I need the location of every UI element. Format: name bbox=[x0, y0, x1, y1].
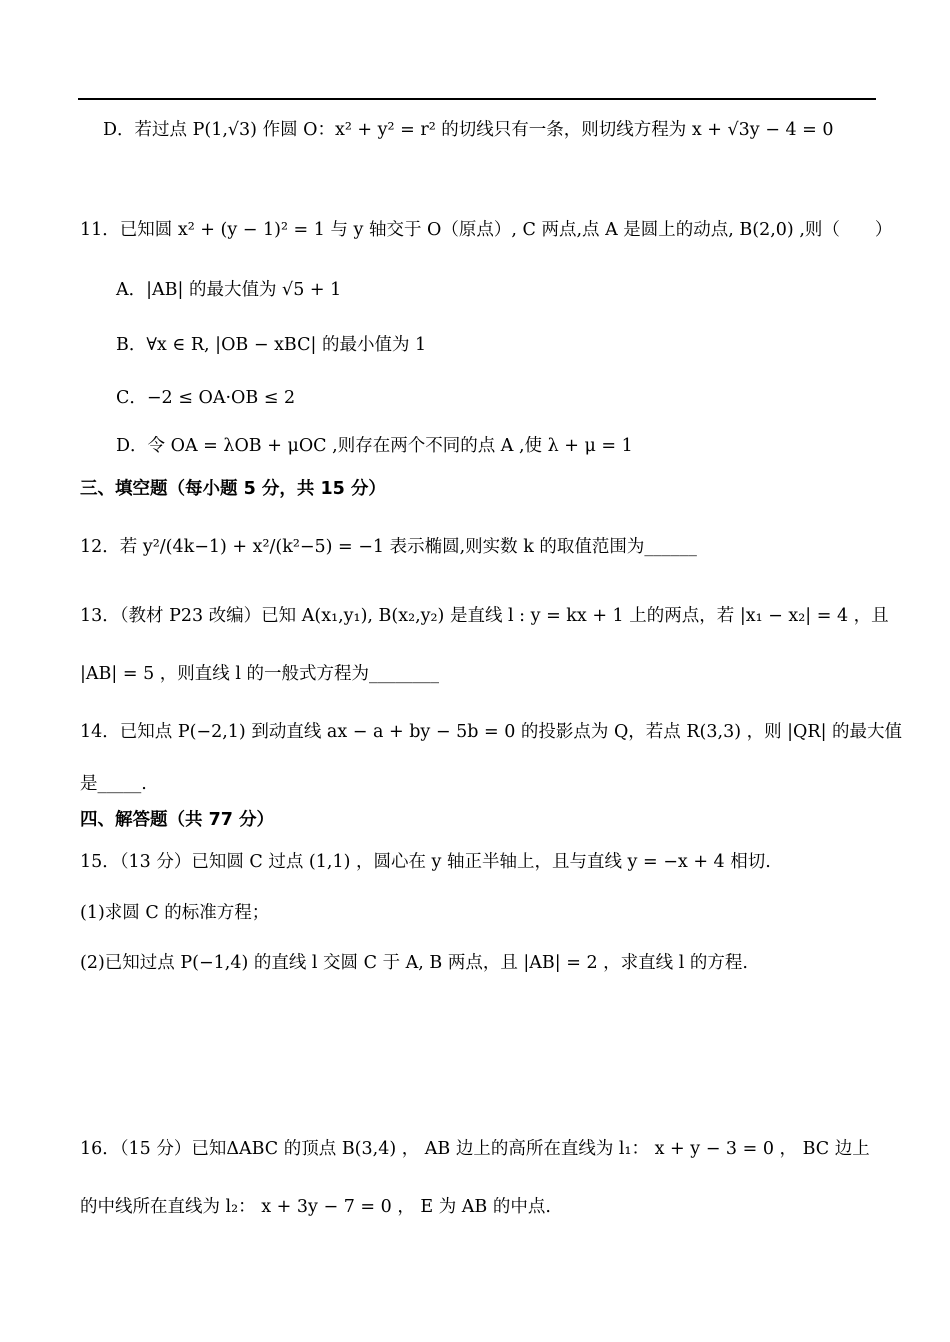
q13-line-1 bbox=[80, 604, 889, 628]
q15-part-2-text: (2)已知过点 P(−1,4) 的直线 l 交圆 C 于 A, B 两点，且 |AB| = 2 ，求直线 l 的方程. bbox=[80, 953, 748, 973]
q13-line-2-text: |AB| = 5 ，则直线 l 的一般式方程为________ bbox=[80, 664, 439, 684]
q11-option-d bbox=[116, 434, 633, 458]
q15-part-1-text: (1)求圆 C 的标准方程； bbox=[80, 903, 270, 923]
q11-option-c bbox=[116, 386, 295, 410]
q13-line-1-text: 13．（教材 P23 改编）已知 A(x₁,y₁), B(x₂,y₂) 是直线 l : y = kx + 1 上的两点，若 |x₁ − x₂| = 4 ，且 bbox=[80, 606, 889, 626]
q14-line-1-text: 14．已知点 P(−2,1) 到动直线 ax − a + by − 5b = 0 的投影点为 Q，若点 R(3,3) ，则 |QR| 的最大值 bbox=[80, 722, 903, 742]
q16-line-1 bbox=[80, 1137, 870, 1161]
q11-option-b-text: B．∀x ∈ R, |OB − xBC| 的最小值为 1 bbox=[116, 335, 427, 355]
q14-line-2 bbox=[80, 772, 147, 796]
q11-option-c-text: C．−2 ≤ OA·OB ≤ 2 bbox=[116, 388, 296, 408]
q12-text: 12．若 y²/(4k−1) + x²/(k²−5) = −1 表示椭圆,则实数 k 的取值范围为______ bbox=[80, 537, 697, 557]
q16-line-2 bbox=[80, 1195, 551, 1219]
q11-option-a bbox=[116, 278, 341, 302]
q12-line bbox=[80, 535, 697, 559]
q11-option-d-text: D．令 OA = λOB + μOC ,则存在两个不同的点 A ,使 λ + μ = 1 bbox=[116, 436, 633, 456]
q15-part-1 bbox=[80, 901, 269, 925]
q14-line-2-text: 是_____. bbox=[80, 774, 147, 794]
q16-line-2-text: 的中线所在直线为 l₂： x + 3y − 7 = 0 ， E 为 AB 的中点. bbox=[80, 1197, 551, 1217]
q11-stem bbox=[80, 218, 892, 242]
q13-line-2 bbox=[80, 662, 439, 686]
q14-line-1 bbox=[80, 720, 902, 744]
q16-line-1-text: 16．（15 分）已知ΔABC 的顶点 B(3,4) ， AB 边上的高所在直线为 l₁： x + y − 3 = 0 ， BC 边上 bbox=[80, 1139, 870, 1159]
q11-option-b bbox=[116, 333, 426, 357]
header-rule bbox=[78, 98, 876, 100]
section-4-title-text: 四、解答题（共 77 分） bbox=[80, 810, 275, 830]
q11-stem-text: 11．已知圆 x² + (y − 1)² = 1 与 y 轴交于 O（原点）, C 两点,点 A 是圆上的动点, B(2,0) ,则（ ） bbox=[80, 220, 893, 240]
q10-option-d bbox=[103, 118, 834, 142]
section-4-title bbox=[80, 808, 274, 832]
q15-stem-text: 15．（13 分）已知圆 C 过点 (1,1) ，圆心在 y 轴正半轴上，且与直线 y = −x + 4 相切. bbox=[80, 852, 771, 872]
q10-option-d-text: D．若过点 P(1,√3) 作圆 O：x² + y² = r² 的切线只有一条，则切线方程为 x + √3y − 4 = 0 bbox=[103, 120, 834, 140]
q15-part-2 bbox=[80, 951, 748, 975]
q11-option-a-text: A．|AB| 的最大值为 √5 + 1 bbox=[116, 280, 342, 300]
section-3-title-text: 三、填空题（每小题 5 分，共 15 分） bbox=[80, 479, 386, 499]
section-3-title bbox=[80, 477, 386, 501]
q15-stem bbox=[80, 850, 771, 874]
